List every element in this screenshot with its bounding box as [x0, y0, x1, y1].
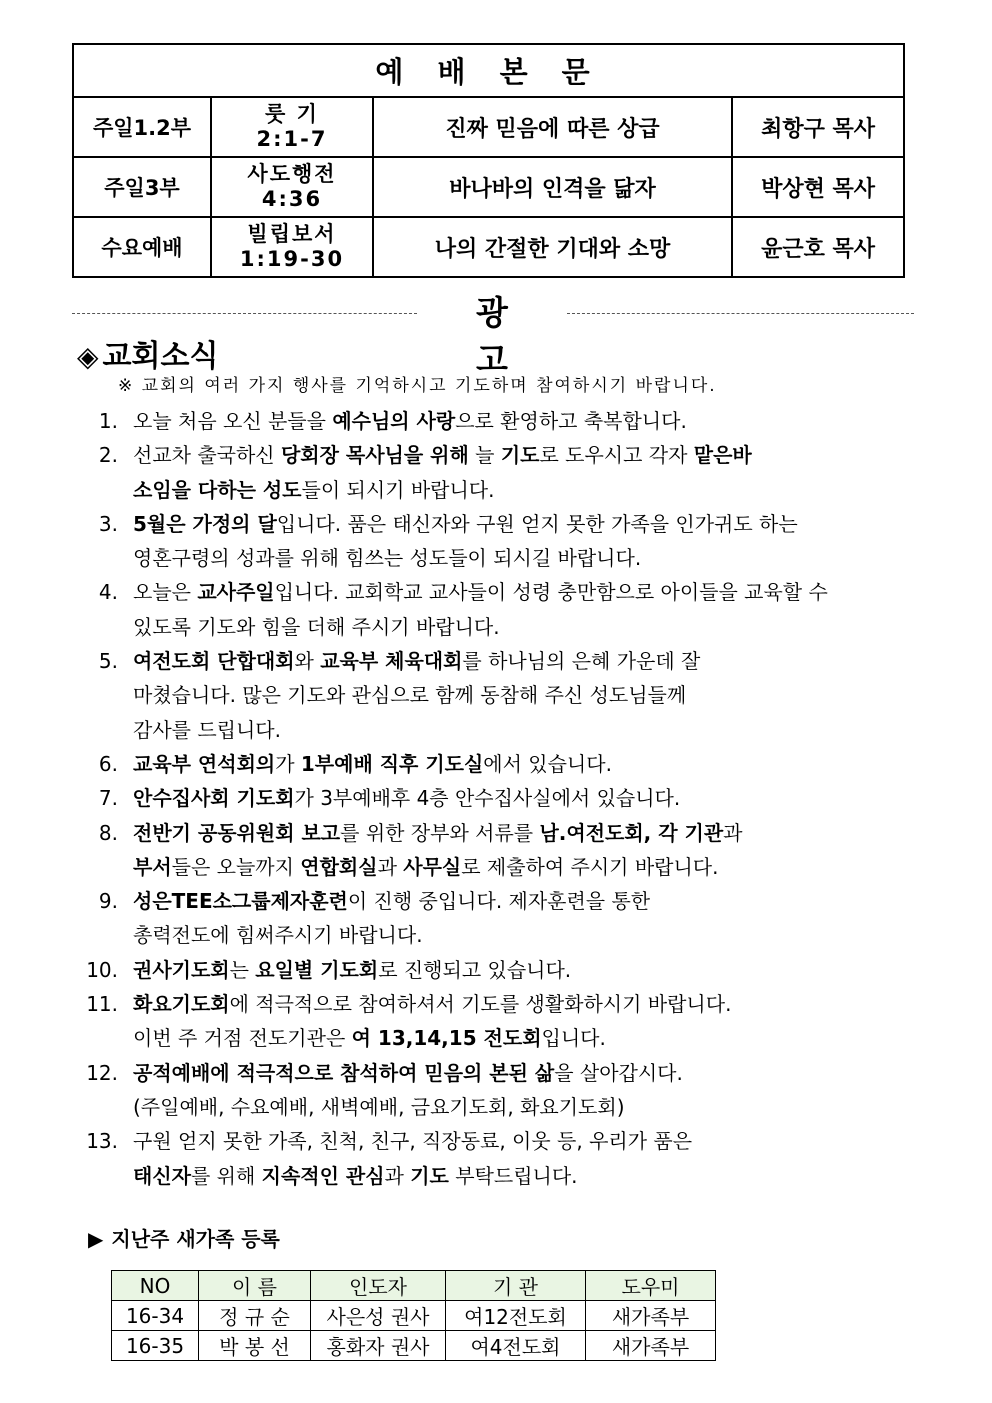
- announcement-body: [118, 644, 916, 747]
- announcement-line: [133, 1056, 916, 1090]
- text-segment: 로 제출하여 주시기 바랍니다.: [461, 854, 719, 879]
- table-cell: 16-35: [112, 1331, 199, 1361]
- column-header: 도우미: [586, 1271, 716, 1301]
- text-segment: 선교차 출국하신: [133, 443, 281, 468]
- emphasis-text: 여전도회 단합대회: [133, 649, 295, 674]
- table-cell: 16-34: [112, 1301, 199, 1331]
- announcement-line: [133, 987, 916, 1021]
- announcement-number: 2.: [98, 443, 118, 468]
- table-cell: 정 규 순: [199, 1301, 311, 1331]
- text-segment: 이 진행 중입니다. 제자훈련을 통한: [347, 889, 651, 914]
- sermon-verse: 4:36: [261, 187, 323, 211]
- announcement-item: [66, 953, 916, 987]
- announcement-body: [118, 747, 916, 781]
- text-segment: 로 진행되고 있습니다.: [378, 957, 572, 982]
- table-row: [112, 1301, 716, 1331]
- table-cell: 사은성 권사: [311, 1301, 446, 1331]
- announcement-body: [118, 1056, 916, 1125]
- text-segment: 으로 환영하고 축복합니다.: [455, 409, 687, 433]
- announcement-item: [66, 884, 916, 953]
- announcement-item: [66, 404, 916, 438]
- announcement-item: [66, 438, 916, 507]
- text-segment: 이번 주 거점 전도기관은: [133, 1026, 352, 1051]
- announcement-item: [66, 507, 916, 576]
- announcement-list: [66, 404, 916, 1193]
- announcement-line: [133, 781, 916, 815]
- text-segment: 입니다.: [541, 1026, 606, 1051]
- announcement-number: 12.: [86, 1060, 118, 1085]
- text-segment: 를 하나님의 은혜 가운데 잘: [462, 649, 701, 674]
- sermon-service: 주일1.2부: [73, 97, 211, 157]
- sermon-table-title: 예 배 본 문: [73, 44, 904, 97]
- table-cell: 새가족부: [586, 1331, 716, 1361]
- sermon-row: [73, 217, 904, 277]
- announcement-body: [118, 781, 916, 815]
- text-segment: (주일예배, 수요예배, 새벽예배, 금요기도회, 화요기도회): [133, 1094, 625, 1119]
- new-family-table: [111, 1270, 716, 1361]
- sermon-title: 바나바의 인격을 닮자: [373, 157, 732, 217]
- announcement-number: 1.: [98, 409, 118, 433]
- announcement-line: [133, 473, 916, 507]
- text-segment: 마쳤습니다. 많은 기도와 관심으로 함께 동참해 주신 성도님들께: [133, 683, 687, 708]
- announcement-line: [133, 644, 916, 678]
- announcement-body: [118, 987, 916, 1056]
- text-segment: 과: [384, 1163, 411, 1188]
- announcement-number: 3.: [98, 511, 118, 536]
- announcement-line: [133, 850, 916, 884]
- text-segment: 와: [294, 649, 321, 674]
- ad-title: 광 고: [476, 293, 544, 379]
- announcement-line: [133, 610, 916, 644]
- emphasis-text: 요일별 기도회: [255, 957, 379, 982]
- emphasis-text: 지속적인 관심: [261, 1163, 385, 1188]
- text-segment: 에서 있습니다.: [483, 751, 612, 776]
- sermon-reference: [211, 217, 373, 277]
- text-segment: 감사를 드립니다.: [133, 717, 281, 742]
- announcement-number: 4.: [98, 580, 118, 605]
- emphasis-text: 교육부 체육대회: [320, 649, 463, 674]
- announcement-item: [66, 575, 916, 644]
- announcement-body: [118, 438, 916, 507]
- emphasis-text: 5월은 가정의 달: [133, 511, 277, 536]
- sermon-preacher: 박상현 목사: [732, 157, 904, 217]
- announcement-item: [66, 816, 916, 885]
- announcement-line: [133, 953, 916, 987]
- text-segment: 총력전도에 힘써주시기 바랍니다.: [133, 923, 423, 948]
- sermon-preacher: 윤근호 목사: [732, 217, 904, 277]
- notice-text: ※ 교회의 여러 가지 행사를 기억하시고 기도하며 참여하시기 바랍니다.: [118, 376, 717, 396]
- emphasis-text: 태신자: [133, 1163, 191, 1188]
- announcement-line: [133, 918, 916, 952]
- announcement-number: 13.: [86, 1129, 118, 1154]
- emphasis-text: 여 13,14,15 전도회: [351, 1026, 542, 1051]
- text-segment: 들이 되시기 바랍니다.: [301, 477, 495, 502]
- emphasis-text: 사무실: [403, 854, 462, 879]
- announcement-item: [66, 781, 916, 815]
- table-cell: 여12전도회: [446, 1301, 586, 1331]
- text-segment: 를 위해: [190, 1163, 262, 1188]
- announcement-line: [133, 575, 916, 609]
- sermon-preacher: 최항구 목사: [732, 97, 904, 157]
- announcement-line: [133, 884, 916, 918]
- sermon-title: 진짜 믿음에 따른 상급: [373, 97, 732, 157]
- sermon-row: [73, 157, 904, 217]
- divider-line-left: [72, 313, 417, 314]
- text-segment: 입니다. 교회학교 교사들이 성령 충만함으로 아이들을 교육할 수: [274, 580, 828, 605]
- table-cell: 새가족부: [586, 1301, 716, 1331]
- text-segment: 과: [377, 854, 404, 879]
- emphasis-text: 전반기 공동위원회 보고: [133, 820, 341, 845]
- sermon-reference: [211, 97, 373, 157]
- triangle-right-icon: ▶: [88, 1227, 104, 1251]
- emphasis-text: 교육부 연석회의: [133, 751, 276, 776]
- new-family-header-row: [112, 1271, 716, 1301]
- sermon-book: 사도행전: [247, 162, 337, 186]
- announcement-line: [133, 713, 916, 747]
- emphasis-text: 공적예배에 적극적으로 참석하여 믿음의 본된 삶: [133, 1060, 555, 1085]
- announcement-line: [133, 816, 916, 850]
- column-header: 인도자: [311, 1271, 446, 1301]
- announcement-item: [66, 1124, 916, 1193]
- sermon-book: 룻 기: [265, 102, 319, 126]
- announcement-number: 8.: [98, 820, 118, 845]
- emphasis-text: 기도: [500, 443, 540, 468]
- announcement-body: [118, 816, 916, 885]
- emphasis-text: 성은TEE소그룹제자훈련: [133, 889, 348, 914]
- announcement-body: [118, 884, 916, 953]
- new-family-heading-text: 지난주 새가족 등록: [111, 1227, 280, 1251]
- text-segment: 를 위한 장부와 서류를: [340, 820, 540, 845]
- emphasis-text: 맡은바: [693, 443, 752, 468]
- sermon-verse: 1:19-30: [239, 247, 345, 271]
- emphasis-text: 부서: [133, 854, 172, 879]
- sermon-reference: [211, 157, 373, 217]
- announcement-line: [133, 438, 916, 472]
- announcement-item: [66, 1056, 916, 1125]
- emphasis-text: 예수님의 사랑: [332, 409, 456, 433]
- column-header: 기 관: [446, 1271, 586, 1301]
- announcement-item: [66, 747, 916, 781]
- announcement-line: [133, 1159, 916, 1193]
- announcement-number: 10.: [86, 957, 118, 982]
- table-cell: 박 봉 선: [199, 1331, 311, 1361]
- announcement-line: [133, 1124, 916, 1158]
- announcement-body: [118, 575, 916, 644]
- sermon-row: [73, 97, 904, 157]
- section-heading: [77, 331, 218, 375]
- table-cell: 여4전도회: [446, 1331, 586, 1361]
- emphasis-text: 기도: [410, 1163, 449, 1188]
- sermon-service: 수요예배: [73, 217, 211, 277]
- column-header: NO: [112, 1271, 199, 1301]
- emphasis-text: 1부예배 직후 기도실: [300, 751, 484, 776]
- text-segment: 부탁드립니다.: [448, 1163, 578, 1188]
- text-segment: 오늘은: [133, 580, 198, 605]
- text-segment: 는: [229, 957, 256, 982]
- announcement-line: [133, 507, 916, 541]
- sermon-table: [72, 43, 905, 278]
- announcement-body: [118, 953, 916, 987]
- announcement-body: [118, 1124, 916, 1193]
- section-heading-text: 교회소식: [102, 339, 219, 374]
- table-row: [112, 1331, 716, 1361]
- announcement-line: [133, 747, 916, 781]
- table-cell: 홍화자 권사: [311, 1331, 446, 1361]
- announcement-body: [118, 507, 916, 576]
- announcement-line: [133, 1021, 916, 1055]
- emphasis-text: 당회장 목사님을 위해: [280, 443, 469, 468]
- announcement-line: [133, 1090, 916, 1124]
- announcement-number: 5.: [98, 649, 118, 674]
- emphasis-text: 안수집사회 기도회: [133, 786, 295, 811]
- text-segment: 영혼구령의 성과를 위해 힘쓰는 성도들이 되시길 바랍니다.: [133, 546, 642, 571]
- diamond-icon: ◈: [77, 340, 99, 373]
- text-segment: 늘: [468, 443, 501, 468]
- announcement-number: 9.: [98, 889, 118, 914]
- emphasis-text: 교사주일: [197, 580, 275, 605]
- text-segment: 에 적극적으로 참여하셔서 기도를 생활화하시기 바랍니다.: [229, 992, 732, 1017]
- announcement-line: [133, 541, 916, 575]
- announcement-item: [66, 987, 916, 1056]
- announcement-item: [66, 644, 916, 747]
- announcement-line: [133, 404, 916, 438]
- emphasis-text: 화요기도회: [133, 992, 230, 1017]
- divider-line-right: [567, 313, 914, 314]
- sermon-service: 주일3부: [73, 157, 211, 217]
- announcement-number: 11.: [86, 992, 118, 1017]
- text-segment: 로 도우시고 각자: [539, 443, 694, 468]
- text-segment: 구원 얻지 못한 가족, 친척, 친구, 직장동료, 이웃 등, 우리가 품은: [133, 1129, 693, 1154]
- emphasis-text: 연합회실: [300, 854, 378, 879]
- column-header: 이 름: [199, 1271, 311, 1301]
- text-segment: 가: [275, 751, 301, 776]
- announcement-number: 6.: [98, 751, 118, 776]
- emphasis-text: 남.여전도회, 각 기관: [539, 820, 724, 845]
- text-segment: 가 3부예배후 4층 안수집사실에서 있습니다.: [294, 786, 681, 811]
- text-segment: 입니다. 품은 태신자와 구원 얻지 못한 가족을 인가귀도 하는: [276, 511, 798, 536]
- emphasis-text: 권사기도회: [133, 957, 230, 982]
- new-family-heading: [88, 1223, 280, 1252]
- announcement-body: [118, 404, 916, 438]
- text-segment: 오늘 처음 오신 분들을: [133, 409, 333, 433]
- text-segment: 들은 오늘까지: [171, 854, 301, 879]
- emphasis-text: 소임을 다하는 성도: [133, 477, 302, 502]
- announcement-number: 7.: [98, 786, 118, 811]
- text-segment: 과: [723, 820, 743, 845]
- sermon-book: 빌립보서: [247, 222, 337, 246]
- text-segment: 있도록 기도와 힘을 더해 주시기 바랍니다.: [133, 614, 500, 639]
- announcement-line: [133, 678, 916, 712]
- text-segment: 을 살아갑시다.: [554, 1060, 683, 1085]
- sermon-title: 나의 간절한 기대와 소망: [373, 217, 732, 277]
- sermon-verse: 2:1-7: [256, 127, 328, 151]
